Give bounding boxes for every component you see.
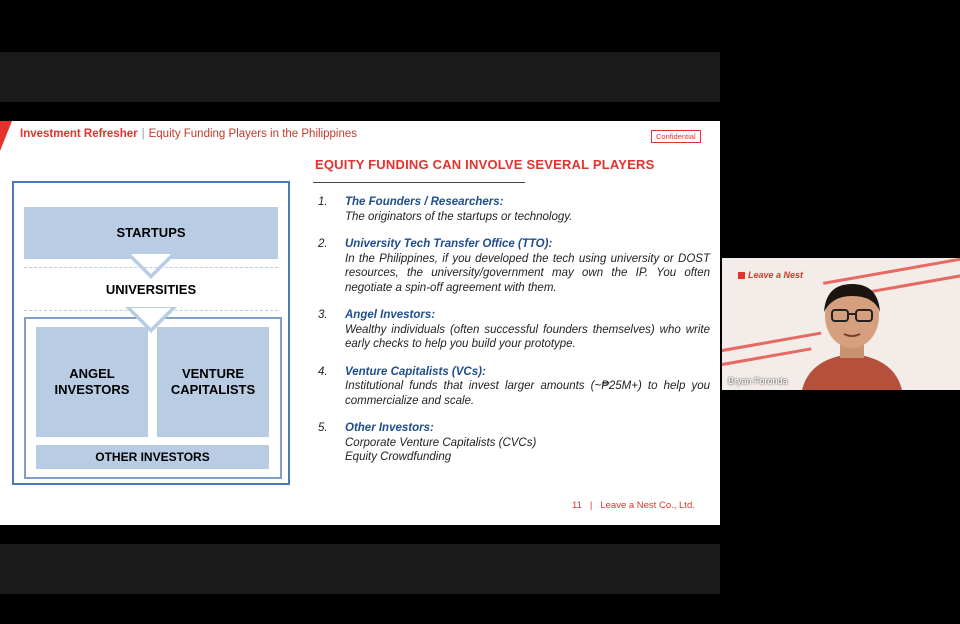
item-title: The Founders / Researchers: [345,196,504,208]
item-title: Other Investors: [345,422,434,434]
item-title: Angel Investors: [345,309,436,321]
company-name: Leave a Nest Co., Ltd. [600,500,695,511]
header-subtitle: Equity Funding Players in the Philippines [148,128,358,140]
participant-video-tile[interactable] [722,258,960,390]
other-investors-box: OTHER INVESTORS [36,445,269,469]
header-title: Investment Refresher [20,128,138,140]
logo-text: Leave a Nest [748,270,804,280]
item-title: University Tech Transfer Office (TTO): [345,238,553,250]
slide-headline: EQUITY FUNDING CAN INVOLVE SEVERAL PLAYERS [315,157,655,172]
item-number: 5. [318,422,328,434]
item-number: 3. [318,309,328,321]
list-item [318,237,710,295]
item-number: 2. [318,238,328,250]
item-title: Venture Capitalists (VCs): [345,365,486,378]
item-description: The originators of the startups or technology. [345,210,573,223]
venture-capitalists-box: VENTURE CAPITALISTS [157,327,269,437]
header-separator: | [141,128,145,140]
shared-slide [0,121,720,525]
arrow-down-icon [125,307,177,333]
item-number: 1. [318,196,328,208]
headline-underline [313,182,525,183]
angel-investors-box: ANGEL INVESTORS [36,327,148,437]
item-description: Wealthy individuals (often successful founders themselves) who write early checks to help you build your prototype. [345,323,710,350]
investors-group [24,317,282,479]
footer-separator: | [589,500,593,511]
person-icon [792,276,912,390]
startups-box: STARTUPS [24,207,278,259]
participant-name: Bryan Foronda [728,376,788,386]
confidential-badge: Confidential [651,130,701,143]
item-description: In the Philippines, if you developed the tech using university or DOST resources, the university/government may own the IP. You often negotiate a spin-off agreement with them. [345,252,710,294]
list-item [318,195,710,224]
list-item [318,308,710,352]
slide-footer [572,500,695,511]
slide-header [20,128,357,140]
players-list [318,195,710,478]
item-description: Corporate Venture Capitalists (CVCs) [345,436,537,449]
players-diagram [12,181,290,485]
item-description-2: Equity Crowdfunding [345,451,452,463]
list-item [318,365,710,409]
item-description: Institutional funds that invest larger amounts (~₱25M+) to help you commercialize and scale. [345,380,710,407]
red-corner-accent [0,121,12,151]
universities-band: UNIVERSITIES [24,267,278,311]
top-black-band [0,52,720,102]
item-number: 4. [318,365,328,378]
bottom-black-band [0,544,720,594]
list-item [318,421,710,465]
page-number: 11 [572,500,582,511]
